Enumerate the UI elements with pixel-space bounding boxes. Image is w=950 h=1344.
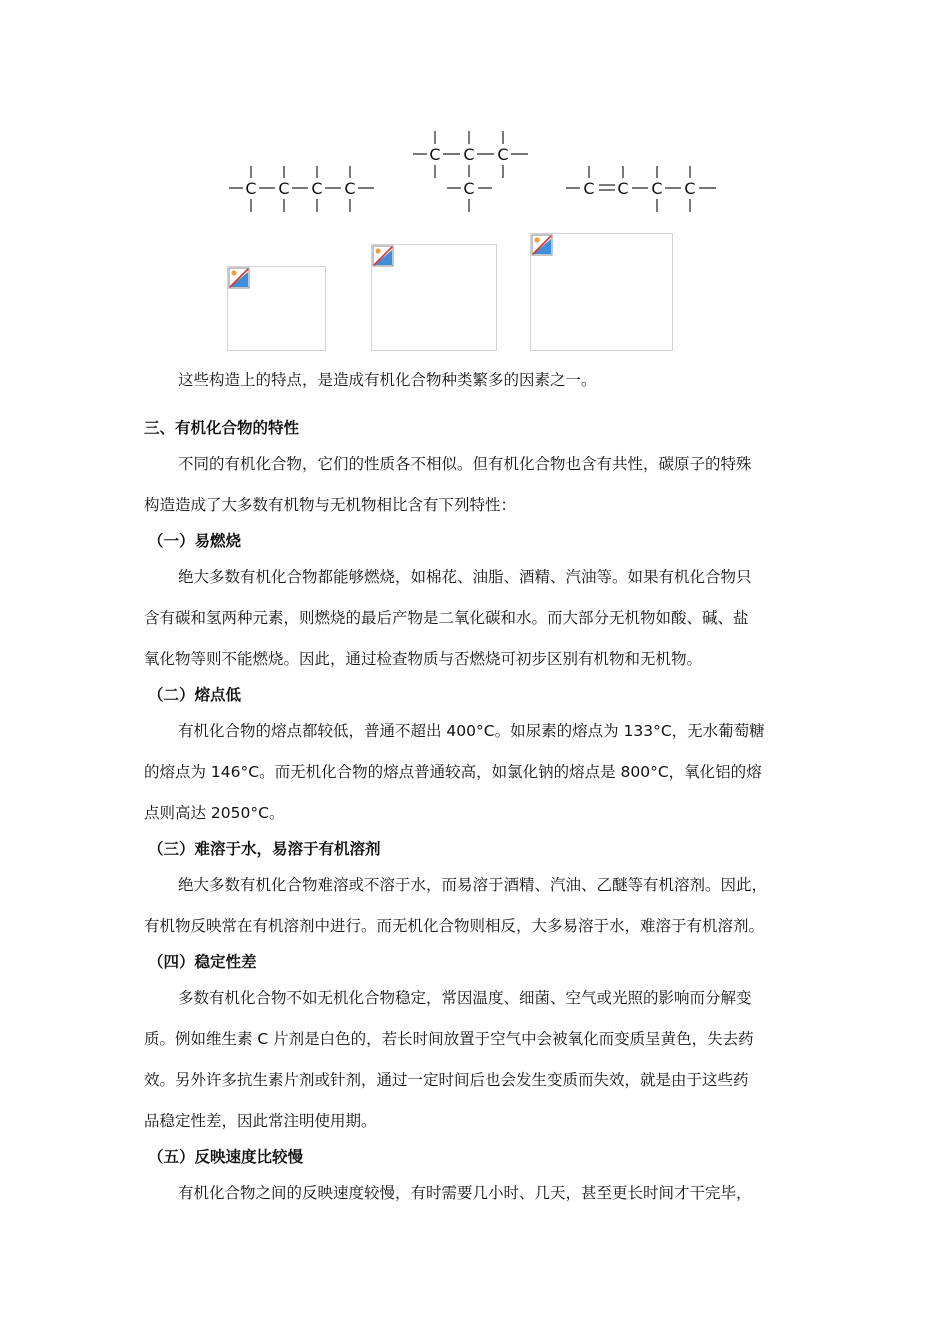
paragraph-line: 有机化合物的熔点都较低，普通不超出 400°C。如尿素的熔点为 133°C，无水葡萄糖 — [178, 722, 765, 740]
atom-carbon: C — [617, 179, 629, 198]
paragraph-line: 效。另外许多抗生素片剂或针剂，通过一定时间后也会发生变质而失效，就是由于这些药 — [144, 1071, 749, 1089]
paragraph-line: 多数有机化合物不如无机化合物稳定，常因温度、细菌、空气或光照的影响而分解变 — [178, 989, 752, 1007]
subsection-heading: （五）反映速度比较慢 — [148, 1148, 304, 1166]
broken-image-icon — [372, 245, 394, 267]
atom-carbon: C — [463, 179, 475, 198]
atom-carbon: C — [651, 179, 663, 198]
paragraph-line: 含有碳和氢两种元素，则燃烧的最后产物是二氧化碳和水。而大部分无机物如酸、碱、盐 — [144, 609, 749, 627]
broken-image-icon — [228, 267, 250, 289]
paragraph-line: 的熔点为 146°C。而无机化合物的熔点普通较高，如氯化钠的熔点是 800°C，氧化铝的熔 — [144, 763, 762, 781]
atom-carbon: C — [311, 179, 323, 198]
atom-carbon: C — [344, 179, 356, 198]
paragraph-line: 品稳定性差，因此常注明使用期。 — [144, 1112, 377, 1130]
paragraph-line: 绝大多数有机化合物难溶或不溶于水，而易溶于酒精、汽油、乙醚等有机溶剂。因此， — [178, 876, 768, 894]
section-heading: 三、有机化合物的特性 — [144, 419, 300, 437]
atom-carbon: C — [497, 145, 509, 164]
broken-image-icon — [531, 234, 553, 256]
image-placeholder — [530, 233, 673, 351]
image-placeholder — [227, 266, 326, 351]
paragraph-line: 构造造成了大多数有机物与无机物相比含有下列特性： — [144, 496, 517, 514]
subsection-heading: （四）稳定性差 — [148, 953, 257, 971]
paragraph-line: 不同的有机化合物，它们的性质各不相似。但有机化合物也含有共性，碳原子的特殊 — [178, 455, 752, 473]
paragraph-line: 有机物反映常在有机溶剂中进行。而无机化合物则相反，大多易溶于水，难溶于有机溶剂。 — [144, 917, 765, 935]
image-placeholder — [371, 244, 497, 351]
atom-carbon: C — [245, 179, 257, 198]
paragraph-line: 这些构造上的特点，是造成有机化合物种类繁多的因素之一。 — [178, 371, 597, 389]
structural-formulas — [0, 0, 950, 230]
subsection-heading: （一）易燃烧 — [148, 532, 242, 550]
atom-carbon: C — [429, 145, 441, 164]
paragraph-line: 氧化物等则不能燃烧。因此，通过检查物质与否燃烧可初步区别有机物和无机物。 — [144, 650, 703, 668]
atom-carbon: C — [463, 145, 475, 164]
paragraph-line: 绝大多数有机化合物都能够燃烧，如棉花、油脂、酒精、汽油等。如果有机化合物只 — [178, 568, 752, 586]
atom-carbon: C — [278, 179, 290, 198]
paragraph-line: 点则高达 2050°C。 — [144, 804, 285, 822]
atom-carbon: C — [583, 179, 595, 198]
subsection-heading: （二）熔点低 — [148, 686, 242, 704]
subsection-heading: （三）难溶于水，易溶于有机溶剂 — [148, 840, 381, 858]
paragraph-line: 质。例如维生素 C 片剂是白色的，若长时间放置于空气中会被氧化而变质呈黄色，失去药 — [144, 1030, 754, 1048]
atom-carbon: C — [684, 179, 696, 198]
paragraph-line: 有机化合物之间的反映速度较慢，有时需要几小时、几天，甚至更长时间才干完毕， — [178, 1184, 752, 1202]
